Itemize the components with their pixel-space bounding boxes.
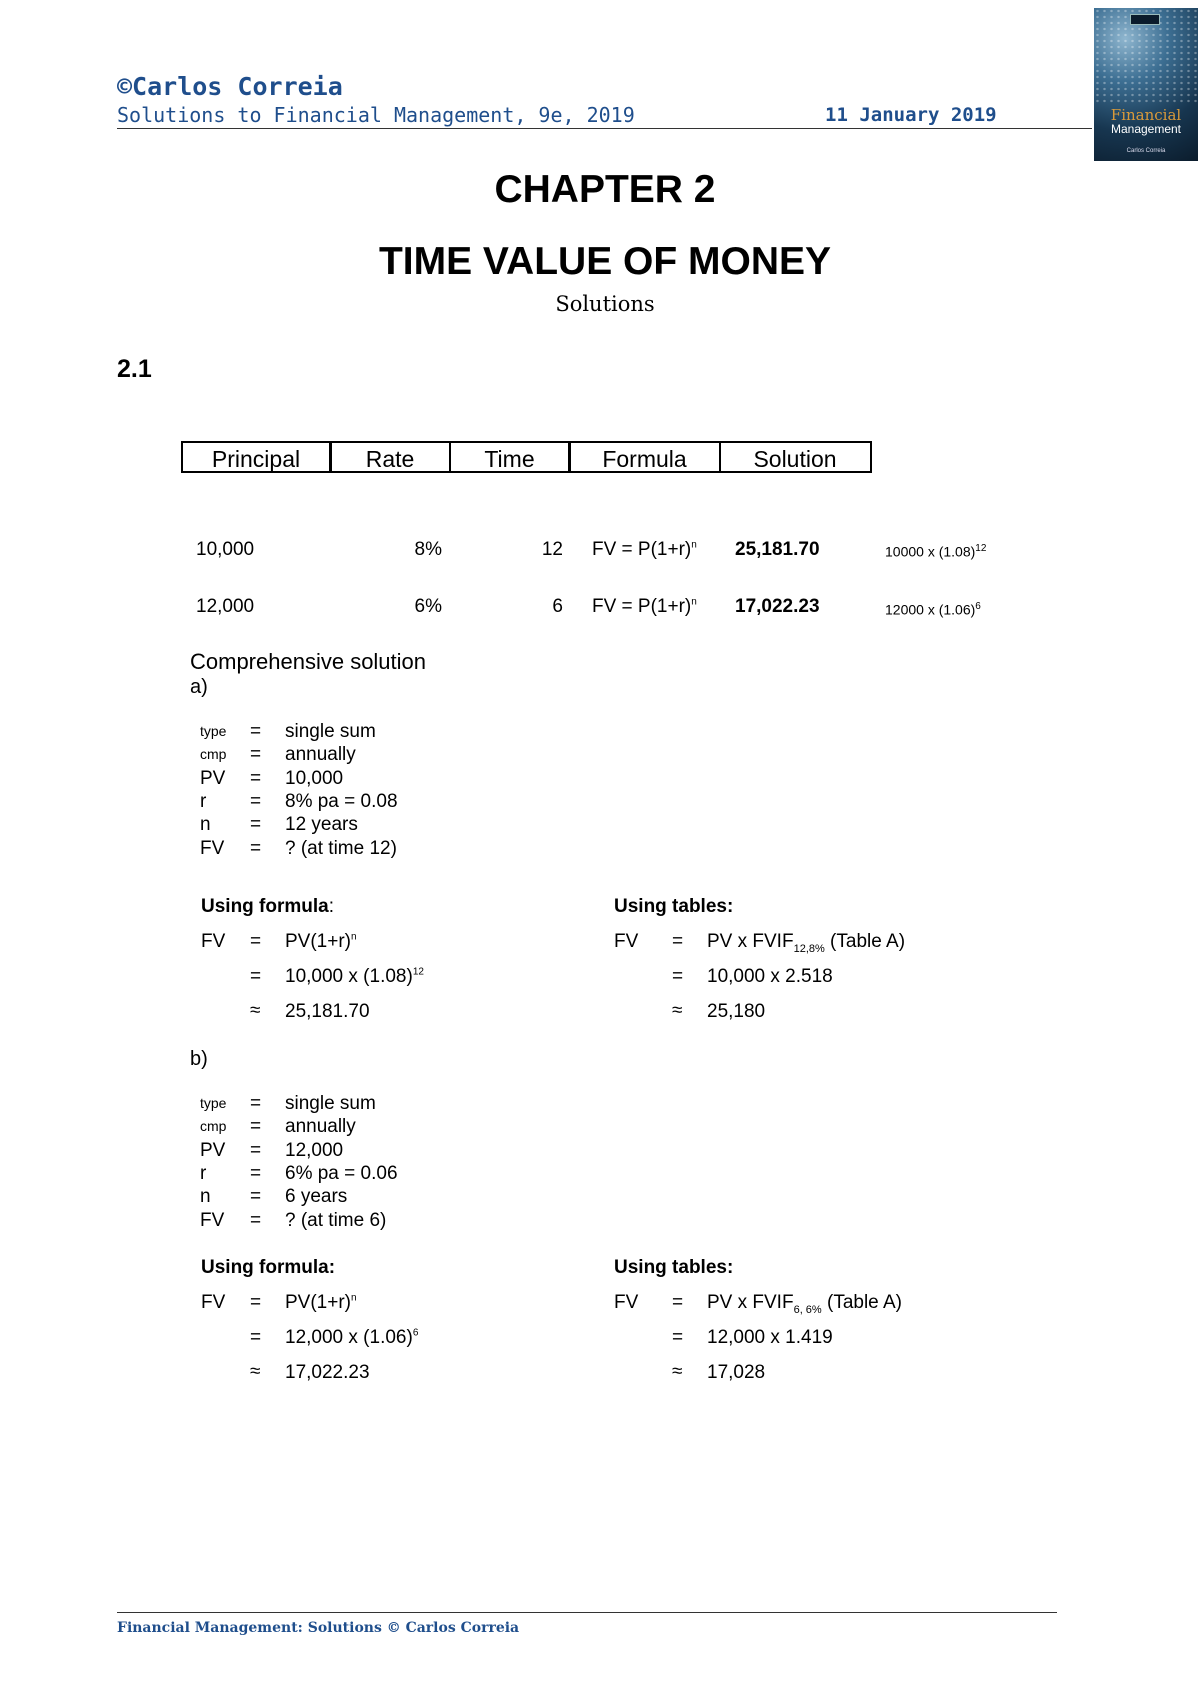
tables-eq: = — [672, 931, 684, 952]
formula-line-2: 10,000 x $(1.08)^{12}$ — [285, 966, 424, 987]
formula-approx: ≈ — [250, 1000, 261, 1021]
th-solution: Solution — [719, 441, 872, 473]
param-key: PV — [200, 1140, 226, 1161]
param-eq: = — [250, 1116, 262, 1137]
tables-line-1: PV x $FVIF_{6, 6\%}$ (Table A) — [707, 1292, 902, 1316]
formula-eq: = — [250, 966, 262, 987]
formula-line-2: 12,000 x $(1.06)^6$ — [285, 1327, 419, 1348]
param-val: single sum — [285, 721, 376, 742]
param-eq: = — [250, 814, 262, 835]
tables-line-3: 17,028 — [707, 1362, 766, 1383]
formula-key: FV — [201, 1292, 226, 1313]
part-label-b: b) — [190, 1048, 208, 1070]
tables-key: FV — [614, 931, 639, 952]
param-eq: = — [250, 838, 262, 859]
tables-eq: = — [672, 1327, 684, 1348]
section-title: Solutions — [555, 292, 655, 316]
param-key: cmp — [200, 1118, 227, 1134]
param-val: 12,000 — [285, 1140, 344, 1161]
cell-time: 6 — [552, 596, 563, 617]
cell-solution: 25,181.70 — [735, 539, 820, 560]
cell-principal: 12,000 — [196, 596, 255, 617]
comprehensive-heading: Comprehensive solution — [190, 649, 427, 674]
tables-eq: = — [672, 1292, 684, 1313]
param-key: n — [200, 1186, 211, 1207]
th-time: Time — [449, 441, 571, 473]
question-number: 2.1 — [117, 355, 152, 383]
formula-line-3: 25,181.70 — [285, 1001, 370, 1022]
header-author: ©Carlos Correia — [117, 72, 343, 101]
param-val: 10,000 — [285, 768, 344, 789]
cell-time: 12 — [541, 539, 563, 560]
footer-text: Financial Management: Solutions © Carlos Correia — [117, 1620, 520, 1636]
cell-principal: 10,000 — [196, 539, 255, 560]
param-eq: = — [250, 1210, 262, 1231]
param-eq: = — [250, 744, 262, 765]
param-eq: = — [250, 1093, 262, 1114]
param-eq: = — [250, 1186, 262, 1207]
param-val: 6 years — [285, 1186, 348, 1207]
tables-line-2: 12,000 x 1.419 — [707, 1327, 833, 1348]
param-val: ? (at time 12) — [285, 838, 397, 859]
param-key: FV — [200, 838, 225, 859]
param-val: single sum — [285, 1093, 376, 1114]
cell-rate: 6% — [414, 596, 442, 617]
param-key: r — [200, 791, 207, 812]
header-date: 11 January 2019 — [825, 104, 997, 126]
param-key: cmp — [200, 746, 227, 762]
formula-approx: ≈ — [250, 1361, 261, 1382]
param-eq: = — [250, 1163, 262, 1184]
cover-subtitle: Management — [1110, 122, 1182, 136]
formula-eq: = — [250, 1292, 262, 1313]
chapter-title: CHAPTER 2 — [494, 168, 716, 211]
param-key: FV — [200, 1210, 225, 1231]
param-key: type — [200, 1095, 227, 1111]
cell-formula: FV = $P(1+r)^n$ — [592, 539, 697, 560]
cell-calculation: 10000 x $(1.08)^{12}$ — [885, 543, 987, 560]
param-eq: = — [250, 1140, 262, 1161]
cover-title: Financial — [1110, 106, 1182, 124]
param-val: 8% pa = 0.08 — [285, 791, 398, 812]
th-principal: Principal — [181, 441, 332, 473]
param-key: type — [200, 723, 227, 739]
tables-line-1: PV x $FVIF_{12,8\%}$ (Table A) — [707, 931, 906, 955]
tables-approx: ≈ — [672, 1000, 683, 1021]
param-eq: = — [250, 768, 262, 789]
param-val: 12 years — [285, 814, 358, 835]
formula-line-1: $PV(1+r)^n$ — [285, 931, 357, 952]
using-formula-heading-a: Using formula: — [201, 896, 335, 917]
param-key: PV — [200, 768, 226, 789]
using-tables-heading-a: Using tables: — [614, 896, 734, 917]
table-header — [183, 441, 872, 473]
using-tables-heading-b: Using tables: — [614, 1257, 734, 1278]
param-val: 6% pa = 0.06 — [285, 1163, 398, 1184]
param-eq: = — [250, 721, 262, 742]
tables-approx: ≈ — [672, 1361, 683, 1382]
cell-solution: 17,022.23 — [735, 596, 820, 617]
part-label-a: a) — [190, 676, 208, 698]
param-key: r — [200, 1163, 207, 1184]
param-eq: = — [250, 791, 262, 812]
cell-calculation: 12000 x $(1.06)^6$ — [885, 601, 981, 618]
tables-key: FV — [614, 1292, 639, 1313]
tables-eq: = — [672, 966, 684, 987]
tables-line-2: 10,000 x 2.518 — [707, 966, 833, 987]
tables-line-3: 25,180 — [707, 1001, 766, 1022]
param-val: annually — [285, 1116, 356, 1137]
book-cover-image — [1094, 8, 1198, 161]
th-formula: Formula — [568, 441, 721, 473]
param-val: ? (at time 6) — [285, 1210, 387, 1231]
formula-line-3: 17,022.23 — [285, 1362, 370, 1383]
formula-key: FV — [201, 931, 226, 952]
param-val: annually — [285, 744, 356, 765]
cover-author: Carlos Correia — [1126, 148, 1166, 154]
param-key: n — [200, 814, 211, 835]
using-formula-heading-b: Using formula: — [201, 1257, 336, 1278]
topic-title: TIME VALUE OF MONEY — [378, 240, 832, 283]
publisher-logo-icon — [1130, 14, 1160, 25]
footer-divider — [117, 1612, 1057, 1613]
formula-eq: = — [250, 931, 262, 952]
header-divider — [117, 128, 1092, 129]
th-rate: Rate — [329, 441, 451, 473]
cell-rate: 8% — [414, 539, 442, 560]
header-subtitle: Solutions to Financial Management, 9e, 2019 — [117, 103, 635, 127]
cell-formula: FV = $P(1+r)^n$ — [592, 596, 697, 617]
formula-eq: = — [250, 1327, 262, 1348]
formula-line-1: $PV(1+r)^n$ — [285, 1292, 357, 1313]
